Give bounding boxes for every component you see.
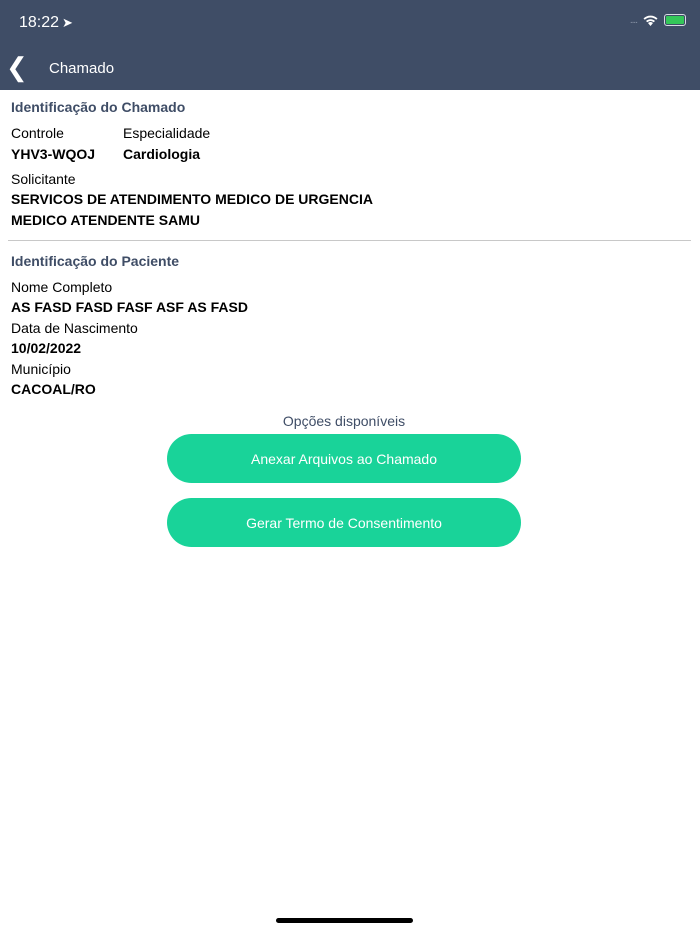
header (0, 0, 700, 90)
back-chevron-icon[interactable]: ❮ (6, 52, 28, 82)
nome-label: Nome Completo (11, 279, 113, 295)
nav-title: Chamado (49, 60, 115, 77)
municipio-value: CACOAL/RO (11, 381, 96, 397)
controle-value: YHV3-WQOJ (11, 146, 96, 162)
section-title-paciente: Identificação do Paciente (11, 253, 180, 269)
solicitante-value-line2: MEDICO ATENDENTE SAMU (11, 212, 200, 228)
municipio-label: Município (11, 361, 71, 377)
solicitante-label: Solicitante (11, 171, 76, 187)
controle-label: Controle (11, 125, 64, 141)
signal-icon: .... (629, 14, 637, 26)
especialidade-value: Cardiologia (123, 146, 201, 162)
consent-term-button[interactable]: Gerar Termo de Consentimento (167, 498, 521, 547)
wifi-icon (643, 15, 658, 26)
solicitante-value-line1: SERVICOS DE ATENDIMENTO MEDICO DE URGENCIA (11, 191, 373, 207)
status-time (19, 14, 73, 32)
nascimento-label: Data de Nascimento (11, 320, 138, 336)
battery-icon (664, 14, 686, 26)
location-arrow-icon: ➤ (62, 15, 73, 30)
especialidade-label: Especialidade (123, 125, 211, 141)
nascimento-value: 10/02/2022 (11, 340, 82, 356)
time-text: 18:22 (19, 14, 60, 31)
options-title: Opções disponíveis (282, 413, 406, 429)
attach-files-button[interactable]: Anexar Arquivos ao Chamado (167, 434, 521, 483)
status-icons (630, 14, 686, 26)
divider (8, 240, 691, 241)
nome-value: AS FASD FASD FASF ASF AS FASD (11, 299, 248, 315)
home-indicator[interactable] (276, 918, 413, 923)
section-title-chamado: Identificação do Chamado (11, 99, 186, 115)
